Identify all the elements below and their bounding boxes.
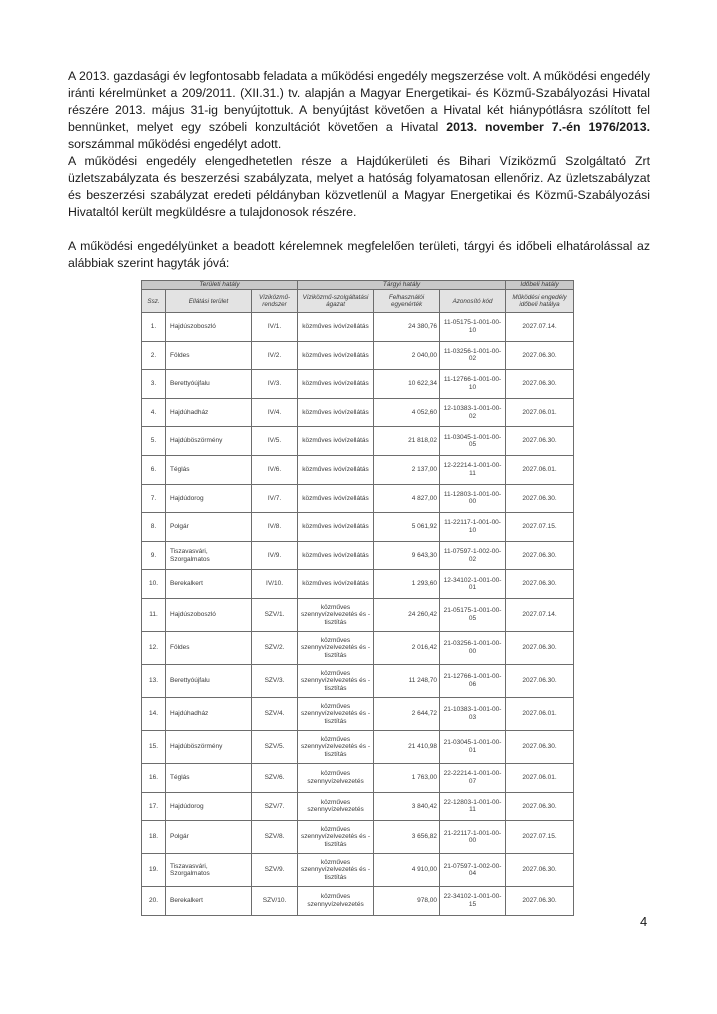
cell-consumer-equivalent: 1 293,60 (374, 570, 440, 599)
cell-consumer-equivalent: 21 818,02 (374, 427, 440, 456)
group-header-territorial: Területi hatály (142, 281, 298, 290)
license-table-container (141, 280, 573, 916)
table-row (142, 513, 574, 542)
table-row (142, 427, 574, 456)
cell-validity: 2027.06.30. (506, 730, 574, 763)
table-row (142, 887, 574, 916)
group-header-temporal: Időbeli hatály (506, 281, 574, 290)
cell-service-sector: közműves ivóvízellátás (298, 398, 374, 427)
page-number: 4 (640, 914, 648, 929)
cell-validity: 2027.06.01. (506, 697, 574, 730)
cell-consumer-equivalent: 2 644,72 (374, 697, 440, 730)
cell-service-area: Téglás (166, 763, 252, 792)
cell-service-sector: közműves szennyvízelvezetés és - tisztítás (298, 821, 374, 854)
cell-consumer-equivalent: 4 052,60 (374, 398, 440, 427)
cell-number: 5. (142, 427, 166, 456)
table-row (142, 598, 574, 631)
cell-utility-system: IV/2. (252, 341, 298, 370)
cell-utility-system: IV/10. (252, 570, 298, 599)
cell-number: 11. (142, 598, 166, 631)
cell-service-sector: közműves szennyvízelvezetés és - tisztítás (298, 598, 374, 631)
cell-service-area: Polgár (166, 513, 252, 542)
cell-identifier-code: 11-03256-1-001-00-02 (440, 341, 506, 370)
cell-utility-system: IV/1. (252, 313, 298, 342)
cell-service-sector: közműves ivóvízellátás (298, 570, 374, 599)
cell-validity: 2027.06.30. (506, 541, 574, 570)
cell-consumer-equivalent: 978,00 (374, 887, 440, 916)
cell-validity: 2027.06.30. (506, 664, 574, 697)
cell-consumer-equivalent: 4 827,00 (374, 484, 440, 513)
cell-consumer-equivalent: 4 910,00 (374, 854, 440, 887)
cell-service-area: Hajdúböszörmény (166, 730, 252, 763)
cell-identifier-code: 21-05175-1-001-00-05 (440, 598, 506, 631)
cell-identifier-code: 21-03256-1-001-00-00 (440, 631, 506, 664)
cell-number: 20. (142, 887, 166, 916)
cell-utility-system: IV/5. (252, 427, 298, 456)
cell-number: 9. (142, 541, 166, 570)
cell-service-area: Hajdúdorog (166, 792, 252, 821)
cell-identifier-code: 11-03045-1-001-00-05 (440, 427, 506, 456)
table-row (142, 664, 574, 697)
table-row (142, 792, 574, 821)
cell-consumer-equivalent: 24 380,76 (374, 313, 440, 342)
cell-service-area: Téglás (166, 455, 252, 484)
cell-consumer-equivalent: 10 622,34 (374, 370, 440, 399)
cell-utility-system: IV/4. (252, 398, 298, 427)
cell-service-area: Földes (166, 631, 252, 664)
cell-validity: 2027.07.14. (506, 313, 574, 342)
cell-identifier-code: 11-12766-1-001-00-10 (440, 370, 506, 399)
cell-number: 14. (142, 697, 166, 730)
cell-identifier-code: 11-05175-1-001-00-10 (440, 313, 506, 342)
cell-validity: 2027.06.30. (506, 887, 574, 916)
col-header-validity: Működési engedély időbeli hatálya (506, 290, 574, 313)
cell-number: 16. (142, 763, 166, 792)
cell-consumer-equivalent: 3 840,42 (374, 792, 440, 821)
license-table (141, 280, 574, 916)
col-header-service-sector: Víziközmű-szolgáltatási ágazat (298, 290, 374, 313)
cell-validity: 2027.07.15. (506, 821, 574, 854)
cell-service-sector: közműves szennyvízelvezetés és - tisztítás (298, 664, 374, 697)
cell-service-area: Hajdúhadház (166, 697, 252, 730)
cell-service-area: Hajdúhadház (166, 398, 252, 427)
cell-number: 15. (142, 730, 166, 763)
cell-identifier-code: 22-22214-1-001-00-07 (440, 763, 506, 792)
table-row (142, 854, 574, 887)
cell-validity: 2027.06.30. (506, 427, 574, 456)
cell-service-sector: közműves szennyvízelvezetés és - tisztítás (298, 631, 374, 664)
table-row (142, 341, 574, 370)
cell-service-sector: közműves ivóvízellátás (298, 341, 374, 370)
cell-utility-system: SZV/1. (252, 598, 298, 631)
table-row (142, 697, 574, 730)
cell-validity: 2027.06.01. (506, 455, 574, 484)
cell-service-sector: közműves ivóvízellátás (298, 427, 374, 456)
cell-validity: 2027.06.30. (506, 631, 574, 664)
cell-identifier-code: 12-34102-1-001-00-01 (440, 570, 506, 599)
cell-service-sector: közműves szennyvízelvezetés (298, 792, 374, 821)
cell-service-sector: közműves ivóvízellátás (298, 484, 374, 513)
cell-identifier-code: 21-03045-1-001-00-01 (440, 730, 506, 763)
cell-service-area: Hajdúdorog (166, 484, 252, 513)
cell-number: 10. (142, 570, 166, 599)
cell-utility-system: IV/6. (252, 455, 298, 484)
cell-number: 19. (142, 854, 166, 887)
table-row (142, 313, 574, 342)
cell-identifier-code: 11-22117-1-001-00-10 (440, 513, 506, 542)
cell-consumer-equivalent: 5 061,92 (374, 513, 440, 542)
cell-validity: 2027.06.30. (506, 570, 574, 599)
cell-validity: 2027.06.30. (506, 484, 574, 513)
cell-identifier-code: 21-22117-1-001-00-00 (440, 821, 506, 854)
cell-utility-system: IV/9. (252, 541, 298, 570)
cell-service-area: Polgár (166, 821, 252, 854)
cell-validity: 2027.06.30. (506, 854, 574, 887)
paragraph-text: sorszámmal működési engedélyt adott. (68, 137, 282, 151)
paragraph-license-scope: A működési engedélyünket a beadott kérelemnek megfelelően területi, tárgyi és időbeli elhatárolással az alábbiak szerint hagyták jóvá: (68, 239, 650, 270)
cell-utility-system: SZV/9. (252, 854, 298, 887)
paragraph-operating-license (68, 68, 650, 153)
cell-service-area: Hajdúböszörmény (166, 427, 252, 456)
cell-identifier-code: 11-12803-1-001-00-00 (440, 484, 506, 513)
cell-utility-system: SZV/10. (252, 887, 298, 916)
cell-service-sector: közműves ivóvízellátás (298, 541, 374, 570)
cell-identifier-code: 22-12803-1-001-00-11 (440, 792, 506, 821)
cell-service-area: Berettyóújfalu (166, 370, 252, 399)
cell-identifier-code: 11-07597-1-002-00-02 (440, 541, 506, 570)
cell-number: 3. (142, 370, 166, 399)
cell-number: 13. (142, 664, 166, 697)
cell-service-sector: közműves szennyvízelvezetés (298, 763, 374, 792)
cell-utility-system: IV/7. (252, 484, 298, 513)
table-row (142, 370, 574, 399)
cell-number: 12. (142, 631, 166, 664)
table-row (142, 631, 574, 664)
table-row (142, 763, 574, 792)
cell-service-area: Berekalkert (166, 570, 252, 599)
cell-utility-system: SZV/5. (252, 730, 298, 763)
license-date-number: 2013. november 7.-én 1976/2013. (446, 120, 651, 134)
table-row (142, 821, 574, 854)
cell-consumer-equivalent: 3 656,82 (374, 821, 440, 854)
cell-number: 7. (142, 484, 166, 513)
cell-service-area: Földes (166, 341, 252, 370)
cell-service-area: Tiszavasvári, Szorgalmatos (166, 854, 252, 887)
col-header-identifier-code: Azonosító kód (440, 290, 506, 313)
cell-validity: 2027.06.30. (506, 792, 574, 821)
cell-number: 18. (142, 821, 166, 854)
cell-service-area: Hajdúszoboszló (166, 598, 252, 631)
col-header-service-area: Ellátási terület (166, 290, 252, 313)
paragraph-business-rules: A működési engedély elengedhetetlen része a Hajdúkerületi és Bihari Víziközmű Szolgáltató Zrt üzletszabályzata és beszerzési szabályzata, melyet a hatóság folyamatosan ellenőriz. Az üzletszabályzat és beszerzési szabályzat eredeti példányban közvetlenül a Magyar Energetikai és Közmű-Szabályozási Hivataltól került megküldésre a tulajdonosok részére. (68, 154, 650, 219)
cell-service-sector: közműves ivóvízellátás (298, 455, 374, 484)
cell-number: 8. (142, 513, 166, 542)
cell-utility-system: IV/3. (252, 370, 298, 399)
cell-consumer-equivalent: 2 137,00 (374, 455, 440, 484)
cell-identifier-code: 12-22214-1-001-00-11 (440, 455, 506, 484)
cell-utility-system: SZV/2. (252, 631, 298, 664)
table-row (142, 484, 574, 513)
table-row (142, 541, 574, 570)
cell-service-area: Hajdúszoboszló (166, 313, 252, 342)
cell-validity: 2027.07.14. (506, 598, 574, 631)
cell-utility-system: SZV/7. (252, 792, 298, 821)
cell-consumer-equivalent: 9 643,30 (374, 541, 440, 570)
cell-identifier-code: 21-12766-1-001-00-06 (440, 664, 506, 697)
cell-utility-system: IV/8. (252, 513, 298, 542)
cell-validity: 2027.06.30. (506, 341, 574, 370)
cell-service-area: Berekalkert (166, 887, 252, 916)
table-row (142, 455, 574, 484)
cell-number: 17. (142, 792, 166, 821)
cell-validity: 2027.06.01. (506, 398, 574, 427)
cell-consumer-equivalent: 11 248,70 (374, 664, 440, 697)
cell-service-area: Tiszavasvári, Szorgalmatos (166, 541, 252, 570)
cell-identifier-code: 22-34102-1-001-00-15 (440, 887, 506, 916)
cell-identifier-code: 21-07597-1-002-00-04 (440, 854, 506, 887)
cell-consumer-equivalent: 2 040,00 (374, 341, 440, 370)
cell-service-sector: közműves szennyvízelvezetés (298, 887, 374, 916)
cell-identifier-code: 12-10383-1-001-00-02 (440, 398, 506, 427)
col-header-utility-system: Víziközmű-rendszer (252, 290, 298, 313)
cell-consumer-equivalent: 21 410,98 (374, 730, 440, 763)
cell-validity: 2027.06.01. (506, 763, 574, 792)
cell-service-sector: közműves ivóvízellátás (298, 513, 374, 542)
cell-utility-system: SZV/4. (252, 697, 298, 730)
cell-number: 2. (142, 341, 166, 370)
table-row (142, 730, 574, 763)
cell-service-sector: közműves ivóvízellátás (298, 370, 374, 399)
cell-service-sector: közműves szennyvízelvezetés és - tisztítás (298, 697, 374, 730)
col-header-consumer-equivalent: Felhasználói egyenérték (374, 290, 440, 313)
cell-service-area: Berettyóújfalu (166, 664, 252, 697)
cell-validity: 2027.06.30. (506, 370, 574, 399)
cell-number: 1. (142, 313, 166, 342)
cell-utility-system: SZV/8. (252, 821, 298, 854)
table-row (142, 398, 574, 427)
cell-consumer-equivalent: 1 763,00 (374, 763, 440, 792)
cell-utility-system: SZV/3. (252, 664, 298, 697)
cell-service-sector: közműves ivóvízellátás (298, 313, 374, 342)
table-row (142, 570, 574, 599)
cell-consumer-equivalent: 2 016,42 (374, 631, 440, 664)
col-header-number: Ssz. (142, 290, 166, 313)
cell-number: 4. (142, 398, 166, 427)
cell-utility-system: SZV/6. (252, 763, 298, 792)
cell-service-sector: közműves szennyvízelvezetés és - tisztítás (298, 730, 374, 763)
cell-consumer-equivalent: 24 260,42 (374, 598, 440, 631)
cell-identifier-code: 21-10383-1-001-00-03 (440, 697, 506, 730)
group-header-subject: Tárgyi hatály (298, 281, 506, 290)
cell-number: 6. (142, 455, 166, 484)
cell-validity: 2027.07.15. (506, 513, 574, 542)
cell-service-sector: közműves szennyvízelvezetés és - tisztítás (298, 854, 374, 887)
paragraph-text: A 2013. gazdasági év legfontosabb feladata a működési engedély megszerzése volt. A működési engedély iránti kérelmünket a 209/2011. (XII.31.) tv. alapján a Magyar Energetikai- és Közmű-Szabályozási Hivatal részére 2013. május 31-ig benyújtottuk. A benyújtást követően a Hivatal két hiánypótlásra szólított fel bennünket, melyet egy szóbeli konzultációt követően a Hivatal (68, 69, 650, 134)
